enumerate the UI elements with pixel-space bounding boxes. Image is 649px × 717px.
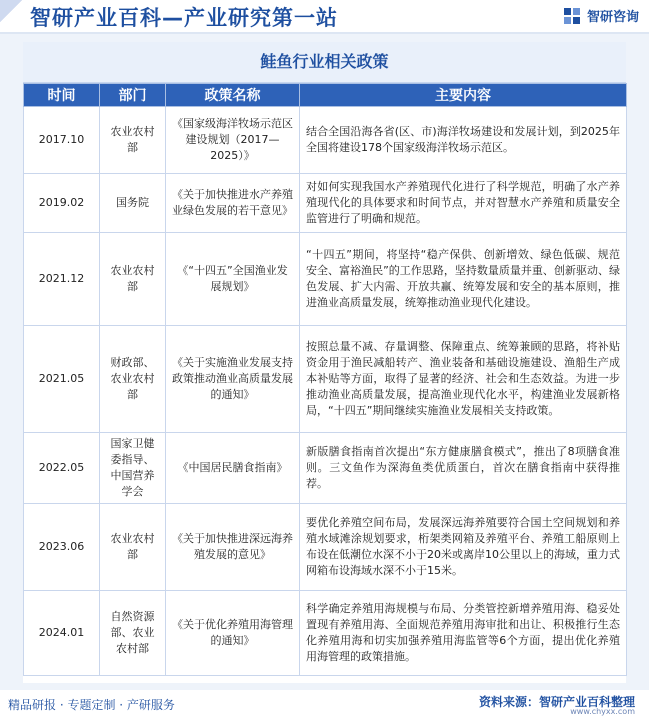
footer-tags: 精品研报 · 专题定制 · 产研服务 [8, 698, 175, 712]
cell-dept: 国务院 [100, 174, 166, 233]
footer-url[interactable]: www.chyxx.com [570, 707, 635, 716]
cell-policy-name: 《中国居民膳食指南》 [166, 433, 300, 504]
cell-content: 按照总量不减、存量调整、保障重点、统筹兼顾的思路，将补贴资金用于渔民减船转产、渔业装备和基础设施建设、渔船生产成本补贴等方面，取得了显著的经济、社会和生态效益。为进一步推动渔业高质量发展，提高渔业现代化水平，构建渔业发展新格局，“十四五”期间继续实施渔业发展相关支持政策。 [300, 326, 627, 433]
cell-content: 要优化养殖空间布局，发展深远海养殖要符合国土空间规划和养殖水域滩涂规划要求，桁架类网箱及养殖平台、养殖工船原则上布设在低潮位水深不小于20米或离岸10公里以上的海域，重力式网箱布设海域水深不小于15米。 [300, 504, 627, 591]
cell-time: 2023.06 [24, 504, 100, 591]
cell-content: “十四五”期间，将坚持“稳产保供、创新增效、绿色低碳、规范安全、富裕渔民”的工作思路，坚持数量质量并重、创新驱动、绿色发展、扩大内需、开放共赢、统筹发展和安全的基本原则，推进渔业高质量发展，统筹推动渔业现代化建设。 [300, 233, 627, 326]
table-row [24, 107, 627, 174]
brand[interactable] [563, 6, 639, 25]
table-row [24, 326, 627, 433]
cell-policy-name: 《关于优化养殖用海管理的通知》 [166, 591, 300, 676]
column-header-content: 主要内容 [300, 84, 627, 107]
brand-name: 智研咨询 [586, 10, 639, 25]
document-title: 鲑鱼行业相关政策 [23, 42, 626, 83]
cell-time: 2017.10 [24, 107, 100, 174]
cell-content: 科学确定养殖用海规模与布局、分类管控新增养殖用海、稳妥处置现有养殖用海、全面规范养殖用海审批和出让、积极推行生态化养殖用海和切实加强养殖用海监管等6个方面，提出优化养殖用海管理的政策措施。 [300, 591, 627, 676]
cell-policy-name: 《关于加快推进深远海养殖发展的意见》 [166, 504, 300, 591]
cell-time: 2024.01 [24, 591, 100, 676]
cell-content: 对如何实现我国水产养殖现代化进行了科学规范，明确了水产养殖现代化的具体要求和时间节点，并对智慧水产养殖和质量安全监管进行了明确和规范。 [300, 174, 627, 233]
cell-time: 2019.02 [24, 174, 100, 233]
table-row [24, 504, 627, 591]
column-header-name: 政策名称 [166, 84, 300, 107]
cell-dept: 国家卫健委指导、中国营养学会 [100, 433, 166, 504]
zhiyan-logo-icon [563, 7, 581, 25]
policy-panel [23, 42, 626, 683]
table-row [24, 433, 627, 504]
column-header-time: 时间 [24, 84, 100, 107]
table-row [24, 591, 627, 676]
cell-policy-name: 《关于加快推进水产养殖业绿色发展的若干意见》 [166, 174, 300, 233]
cell-content: 新版膳食指南首次提出“东方健康膳食模式”，推出了8项膳食准则。三文鱼作为深海鱼类优质蛋白，首次在膳食指南中获得推荐。 [300, 433, 627, 504]
cell-dept: 农业农村部 [100, 233, 166, 326]
top-bar [0, 0, 649, 34]
policy-table [23, 83, 627, 676]
table-row [24, 174, 627, 233]
cell-dept: 农业农村部 [100, 107, 166, 174]
cell-dept: 自然资源部、农业农村部 [100, 591, 166, 676]
source-note: 资料来源：智研产业百科整理 [478, 695, 635, 709]
column-header-dept: 部门 [100, 84, 166, 107]
cell-time: 2021.12 [24, 233, 100, 326]
table-row [24, 233, 627, 326]
cell-policy-name: 《关于实施渔业发展支持政策推动渔业高质量发展的通知》 [166, 326, 300, 433]
cell-policy-name: 《“十四五”全国渔业发展规划》 [166, 233, 300, 326]
cell-policy-name: 《国家级海洋牧场示范区建设规划（2017—2025）》 [166, 107, 300, 174]
cell-dept: 财政部、农业农村部 [100, 326, 166, 433]
site-title: 智研产业百科—产业研究第一站 [30, 6, 338, 30]
footer-bar [0, 690, 649, 717]
cell-time: 2021.05 [24, 326, 100, 433]
cell-time: 2022.05 [24, 433, 100, 504]
corner-decoration [0, 0, 24, 32]
cell-dept: 农业农村部 [100, 504, 166, 591]
table-header-row [24, 84, 627, 107]
cell-content: 结合全国沿海各省(区、市)海洋牧场建设和发展计划，到2025年全国将建设178个国家级海洋牧场示范区。 [300, 107, 627, 174]
